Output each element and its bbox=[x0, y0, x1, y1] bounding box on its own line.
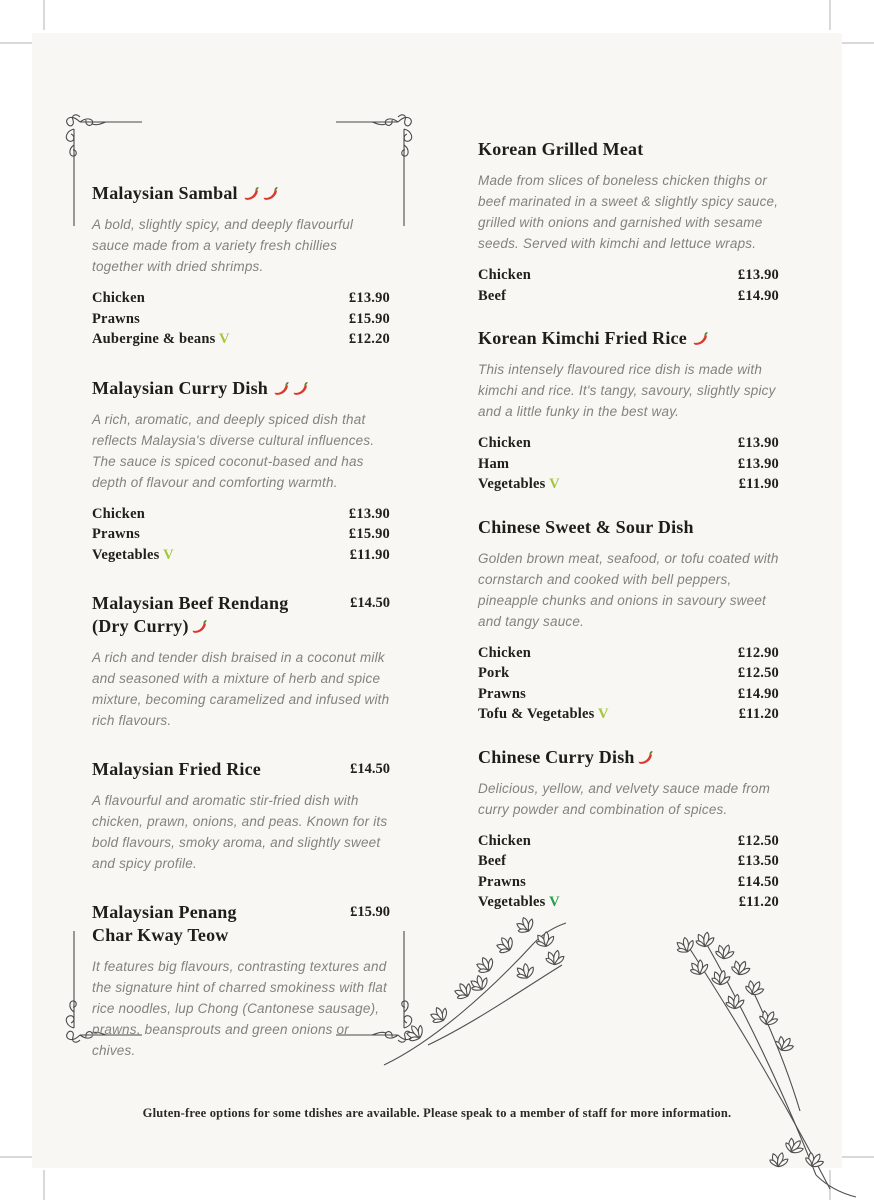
chili-icon bbox=[273, 380, 290, 397]
dish-title bbox=[92, 758, 261, 781]
item-name: Prawns bbox=[92, 526, 140, 542]
menu-item-row bbox=[478, 684, 779, 705]
item-price: £13.50 bbox=[737, 853, 779, 869]
dish-description: Made from slices of boneless chicken thighs or beef marinated in a sweet & slightly spicy sauce, grilled with onions and garnished with sesame seeds. Served with kimchi and lettuce wraps. bbox=[478, 173, 779, 251]
dish-title-text: Char Kway Teow bbox=[92, 925, 229, 945]
dish-description: Delicious, yellow, and velvety sauce made from curry powder and combination of spices. bbox=[478, 780, 771, 817]
item-price: £13.90 bbox=[348, 290, 390, 306]
item-name: Pork bbox=[478, 665, 510, 681]
dish-price: £14.50 bbox=[350, 595, 390, 611]
chili-icon bbox=[191, 618, 208, 635]
item-price: £12.90 bbox=[737, 644, 779, 661]
vegetarian-badge: V bbox=[549, 894, 560, 910]
gluten-free-note: Gluten-free options for some tdishes are available. Please speak to a member of staff for more information. bbox=[142, 1106, 732, 1120]
dish-description: A flavourful and aromatic stir-fried dish with chicken, prawn, onions, and peas. Known for its bold flavours, smoky aroma, and slightly sweet and spicy profile. bbox=[92, 793, 388, 871]
item-price: £13.90 bbox=[348, 505, 390, 522]
menu-column-left bbox=[92, 182, 390, 1088]
dish-title bbox=[478, 516, 779, 539]
dish-title bbox=[92, 901, 237, 947]
chili-icon bbox=[692, 330, 709, 347]
menu-section bbox=[478, 327, 779, 495]
menu-item-row bbox=[478, 454, 779, 475]
dish-title-text: Korean Grilled Meat bbox=[478, 139, 644, 159]
dish-title-text: Chinese Curry Dish bbox=[478, 746, 635, 767]
item-name: Beef bbox=[478, 287, 507, 304]
item-name: Chicken bbox=[478, 267, 531, 283]
item-name: Ham bbox=[478, 455, 510, 472]
menu-item-row bbox=[478, 851, 779, 872]
item-name: Chicken bbox=[478, 832, 531, 849]
menu-section bbox=[92, 377, 390, 566]
item-name: Beef bbox=[478, 853, 507, 869]
item-price: £14.90 bbox=[737, 685, 779, 702]
item-name: Tofu & Vegetables V bbox=[478, 706, 609, 722]
dish-description: Golden brown meat, seafood, or tofu coated with cornstarch and cooked with bell peppers, pineapple chunks and onions in savoury sweet and tangy sauce. bbox=[478, 550, 779, 629]
vegetarian-badge: V bbox=[219, 331, 230, 347]
item-name: Chicken bbox=[92, 290, 145, 306]
crop-mark bbox=[43, 1170, 45, 1200]
dish-title-text: Korean Kimchi Fried Rice bbox=[478, 328, 687, 348]
item-price: £12.50 bbox=[737, 832, 779, 849]
chili-icon bbox=[262, 185, 279, 202]
crop-mark bbox=[0, 42, 32, 44]
item-price: £15.90 bbox=[348, 526, 390, 542]
dish-heading-row bbox=[92, 901, 390, 947]
chili-icon bbox=[292, 380, 309, 397]
item-name: Vegetables V bbox=[478, 894, 560, 910]
item-name: Prawns bbox=[478, 873, 526, 890]
dish-title-text: Malaysian Sambal bbox=[92, 183, 238, 203]
dish-title-text: Malaysian Curry Dish bbox=[92, 377, 269, 398]
crop-mark bbox=[842, 42, 874, 44]
menu-item-row bbox=[478, 831, 779, 852]
menu-section bbox=[92, 182, 390, 350]
item-price: £13.90 bbox=[737, 455, 779, 472]
dish-title-text: (Dry Curry) bbox=[92, 616, 189, 636]
item-price: £12.50 bbox=[737, 665, 779, 681]
dish-price: £14.50 bbox=[350, 761, 390, 777]
vegetarian-badge: V bbox=[549, 476, 560, 492]
dish-description: A bold, slightly spicy, and deeply flavourful sauce made from a variety fresh chillies together with dried shrimps. bbox=[92, 217, 354, 274]
menu-item-row bbox=[92, 329, 390, 350]
menu-section bbox=[92, 758, 390, 874]
menu-item-row bbox=[478, 286, 779, 307]
menu-item-row bbox=[92, 504, 390, 525]
menu-item-row bbox=[92, 309, 390, 330]
crop-mark bbox=[0, 1156, 32, 1158]
dish-heading-row bbox=[92, 758, 390, 781]
dish-title-text: Malaysian Beef Rendang bbox=[92, 593, 289, 613]
item-price: £14.50 bbox=[737, 873, 779, 890]
dish-description: A rich, aromatic, and deeply spiced dish that reflects Malaysia's diverse cultural influences. The sauce is spiced coconut-based and has depth of flavour and comforting warmth. bbox=[92, 411, 375, 490]
dish-title bbox=[92, 377, 390, 400]
crop-mark bbox=[829, 0, 831, 30]
menu-item-row bbox=[478, 872, 779, 893]
menu-item-row bbox=[478, 704, 779, 725]
item-price: £11.20 bbox=[738, 894, 779, 910]
chili-icon bbox=[637, 749, 654, 766]
item-name: Chicken bbox=[478, 435, 531, 451]
menu-column-right bbox=[478, 138, 779, 934]
item-name: Chicken bbox=[92, 505, 145, 522]
lavender-sprig-icon bbox=[382, 903, 582, 1073]
item-name: Prawns bbox=[92, 310, 140, 327]
chili-icon bbox=[243, 185, 260, 202]
vegetarian-badge: V bbox=[163, 546, 174, 563]
item-name: Vegetables V bbox=[92, 546, 174, 563]
menu-section bbox=[92, 592, 390, 731]
menu-item-row bbox=[478, 474, 779, 495]
dish-title bbox=[478, 746, 779, 769]
dish-title-text: Malaysian Fried Rice bbox=[92, 759, 261, 779]
menu-item-row bbox=[92, 288, 390, 309]
item-name: Aubergine & beans V bbox=[92, 331, 230, 347]
menu-section bbox=[478, 746, 779, 913]
menu-item-row bbox=[478, 643, 779, 664]
menu-section bbox=[478, 516, 779, 725]
item-name: Prawns bbox=[478, 685, 526, 702]
item-price: £11.20 bbox=[738, 706, 779, 722]
dish-title bbox=[478, 138, 779, 161]
menu-section bbox=[92, 901, 390, 1061]
menu-item-row bbox=[92, 545, 390, 566]
item-name: Chicken bbox=[478, 644, 531, 661]
item-price: £13.90 bbox=[737, 435, 779, 451]
dish-description: A rich and tender dish braised in a coconut milk and seasoned with a mixture of herb and spice mixture, becoming caramelized and infused with rich flavours. bbox=[92, 650, 390, 728]
dish-title-text: Chinese Sweet & Sour Dish bbox=[478, 516, 694, 537]
menu-item-row bbox=[478, 663, 779, 684]
dish-description: It features big flavours, contrasting textures and the signature hint of charred smokiness with flat rice noodles, lup Chong (Cantonese sausage), prawns, beansprouts and green onions or chives. bbox=[92, 959, 387, 1058]
dish-title bbox=[92, 182, 390, 205]
dish-heading-row bbox=[92, 592, 390, 638]
item-price: £14.90 bbox=[737, 287, 779, 304]
dish-price: £15.90 bbox=[350, 904, 390, 920]
item-price: £15.90 bbox=[348, 310, 390, 327]
vegetarian-badge: V bbox=[598, 706, 609, 722]
menu-section bbox=[478, 138, 779, 306]
item-price: £12.20 bbox=[348, 331, 390, 347]
menu-item-row bbox=[478, 265, 779, 286]
menu-item-row bbox=[92, 524, 390, 545]
menu-item-row bbox=[478, 433, 779, 454]
lavender-sprig-icon bbox=[642, 931, 864, 1200]
item-price: £13.90 bbox=[737, 267, 779, 283]
dish-title bbox=[92, 592, 288, 638]
item-name: Vegetables V bbox=[478, 476, 560, 492]
dish-description: This intensely flavoured rice dish is made with kimchi and rice. It's tangy, savoury, slightly spicy and a little funky in the best way. bbox=[478, 362, 776, 419]
menu-sheet bbox=[32, 33, 842, 1168]
dish-title bbox=[478, 327, 779, 350]
item-price: £11.90 bbox=[349, 546, 390, 563]
item-price: £11.90 bbox=[738, 476, 779, 492]
dish-title-text: Malaysian Penang bbox=[92, 902, 237, 922]
crop-mark bbox=[43, 0, 45, 30]
